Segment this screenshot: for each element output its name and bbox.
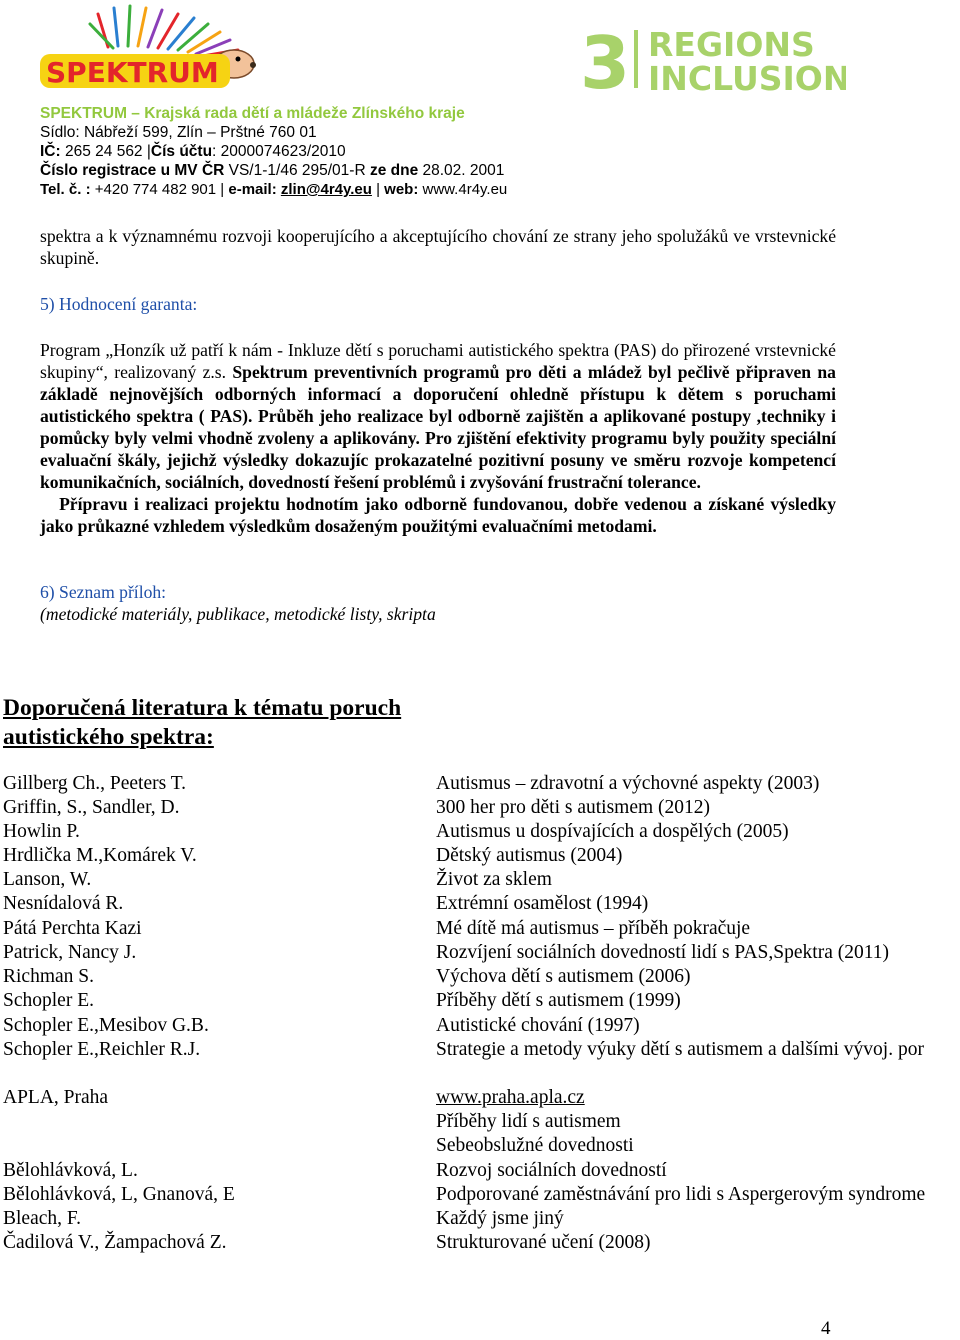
- literature-row: [0, 1014, 960, 1038]
- literature-author: Lanson, W.: [3, 869, 92, 890]
- literature-author: Howlin P.: [3, 821, 80, 842]
- literature-title-item: 300 her pro děti s autismem (2012): [436, 797, 711, 818]
- literature-row: [0, 1231, 960, 1255]
- literature-author: Nesnídalová R.: [3, 893, 124, 914]
- web-label: web:: [384, 181, 423, 198]
- literature-row: [0, 772, 960, 796]
- registration-label: Číslo registrace u MV ČR: [40, 162, 225, 179]
- organization-ic-account: [40, 142, 346, 161]
- literature-author: Bělohlávková, L.: [3, 1160, 138, 1181]
- registration-date-label: ze dne: [369, 162, 419, 179]
- page-number: 4: [821, 1318, 831, 1339]
- literature-title-item: Rozvíjení sociálních dovedností lidí s PAS,Spektra (2011): [436, 942, 889, 963]
- literature-row: [0, 1038, 960, 1062]
- garant-evaluation-text: Spektrum preventivních programů pro děti a mládež byl pečlivě připraven na základě nejnovějších odborných informací a doporučení ohledně přístupu k dětem s poruchami autistického spektra ( PAS). Průběh jeho realizace byl odborně zajištěn a aplikované postupy ,techniky i pomůcky byly velmi vhodně zvoleny a aplikovány. Pro zjištění efektivity programu byly použity speciální evaluační škály, jejichž výsledky dokazujíc prokazatelné pozitivní posuny ve směru rozvoje kompetencí komunikačních, sociálních, dovedností řešení problémů i zvyšování frustrační tolerance.: [40, 362, 836, 492]
- literature-title-item: Dětský autismus (2004): [436, 845, 623, 866]
- literature-title-item: Autismus u dospívajících a dospělých (2005): [436, 821, 789, 842]
- literature-row: [0, 1110, 960, 1134]
- literature-author: Bleach, F.: [3, 1208, 82, 1229]
- literature-author: Čadilová V., Žampachová Z.: [3, 1232, 227, 1253]
- literature-author: Schopler E.,Mesibov G.B.: [3, 1015, 209, 1036]
- ic-label: IČ:: [40, 143, 61, 160]
- literature-author: Richman S.: [3, 966, 94, 987]
- literature-author: Schopler E.: [3, 990, 94, 1011]
- contact-separator: |: [371, 181, 385, 198]
- section-6-subtitle: (metodické materiály, publikace, metodické listy, skripta: [40, 604, 436, 624]
- literature-author: Hrdlička M.,Komárek V.: [3, 845, 197, 866]
- account-value: : 2000074623/2010: [212, 143, 346, 160]
- literature-row: [0, 917, 960, 941]
- tel-value: +420 774 482 901 |: [90, 181, 229, 198]
- spektrum-logo-text: SPEKTRUM: [46, 56, 219, 89]
- intro-paragraph: spektra a k významnému rozvoji kooperujícího a akceptujícího chování ze strany jeho spolužáků ve vrstevnické skupině.: [40, 226, 836, 268]
- literature-row: [0, 1086, 960, 1110]
- literature-row: [0, 1134, 960, 1158]
- literature-title-item: Strukturované učení (2008): [436, 1232, 651, 1253]
- literature-title-item: Autismus – zdravotní a výchovné aspekty (2003): [436, 773, 820, 794]
- organization-name: SPEKTRUM – Krajská rada dětí a mládeže Zlínského kraje: [40, 105, 465, 122]
- literature-row: [0, 989, 960, 1013]
- garant-conclusion-text: Přípravu i realizaci projektu hodnotím jako odborně fundovanou, dobře vedenou a získané výsledky jako průkazné vzhledem výsledkům dosaženým použitými evaluačními metodami.: [40, 494, 836, 536]
- literature-row: [0, 868, 960, 892]
- registration-value: VS/1-1/46 295/01-R: [224, 162, 370, 179]
- web-link[interactable]: www.4r4y.eu: [422, 181, 508, 198]
- literature-title-item: Sebeobslužné dovednosti: [436, 1135, 634, 1156]
- literature-title-item: Extrémní osamělost (1994): [436, 893, 649, 914]
- literature-title-item: Život za sklem: [436, 869, 552, 890]
- literature-author: Pátá Perchta Kazi: [3, 918, 142, 939]
- literature-title-item: Mé dítě má autismus – příběh pokračuje: [436, 918, 751, 939]
- literature-title-item: Příběhy dětí s autismem (1999): [436, 990, 681, 1011]
- literature-row: [0, 941, 960, 965]
- literature-row: [0, 820, 960, 844]
- 3-regions-logo-graphic: [578, 20, 846, 100]
- spektrum-logo: [38, 2, 263, 94]
- literature-weblink[interactable]: www.praha.apla.cz: [436, 1087, 585, 1108]
- section-5-heading: 5) Hodnocení garanta:: [40, 294, 198, 314]
- literature-author: Schopler E.,Reichler R.J.: [3, 1039, 201, 1060]
- literature-author: Griffin, S., Sandler, D.: [3, 797, 180, 818]
- garant-program-name: Program „Honzík už patří k nám - Inkluze dětí s poruchami autistického spektra (PAS) do přirozené vrstevnické skupiny“, realizovaný z.s.: [40, 340, 836, 382]
- logo-inclusion-text: INCLUSION: [648, 59, 846, 98]
- 3-regions-inclusion-logo: [578, 20, 846, 100]
- ic-value: 265 24 562 |: [60, 143, 151, 160]
- literature-title-item: Podporované zaměstnávání pro lidi s Aspergerovým syndrome: [436, 1184, 926, 1205]
- account-label: Čís účtu: [150, 143, 213, 160]
- garant-evaluation-paragraph: [40, 339, 836, 537]
- literature-title-item: Autistické chování (1997): [436, 1015, 640, 1036]
- tel-label: Tel. č. :: [40, 181, 91, 198]
- organization-contacts: [40, 180, 507, 199]
- logo-regions-text: REGIONS: [648, 25, 815, 64]
- literature-author: APLA, Praha: [3, 1087, 109, 1108]
- organization-registration: [40, 161, 504, 180]
- literature-row: [0, 796, 960, 820]
- literature-title: Doporučená literatura k tématu poruch autistického spektra:: [3, 695, 402, 750]
- literature-row: [0, 965, 960, 989]
- literature-row: [0, 1183, 960, 1207]
- literature-title-item: Rozvoj sociálních dovedností: [436, 1160, 667, 1181]
- literature-author: Bělohlávková, L, Gnanová, E: [3, 1184, 235, 1205]
- logo-number-3: 3: [580, 21, 631, 100]
- literature-row: [0, 1159, 960, 1183]
- literature-row: [0, 844, 960, 868]
- email-label: e-mail:: [228, 181, 281, 198]
- literature-author: Gillberg Ch., Peeters T.: [3, 773, 187, 794]
- email-link[interactable]: zlin@4r4y.eu: [280, 181, 372, 198]
- registration-date: 28.02. 2001: [418, 162, 505, 179]
- section-6-heading: 6) Seznam příloh:: [40, 582, 167, 602]
- organization-address: Sídlo: Nábřeží 599, Zlín – Prštné 760 01: [40, 124, 317, 141]
- literature-title-item: Příběhy lidí s autismem: [436, 1111, 621, 1132]
- literature-title-item: Strategie a metody výuky dětí s autismem a dalšími vývoj. por: [436, 1039, 924, 1060]
- spektrum-logo-graphic: [38, 2, 263, 94]
- literature-title-item: Výchova dětí s autismem (2006): [436, 966, 691, 987]
- literature-author: Patrick, Nancy J.: [3, 942, 137, 963]
- literature-title-item: Každý jsme jiný: [436, 1208, 564, 1229]
- literature-row: [0, 1207, 960, 1231]
- literature-row: [0, 892, 960, 916]
